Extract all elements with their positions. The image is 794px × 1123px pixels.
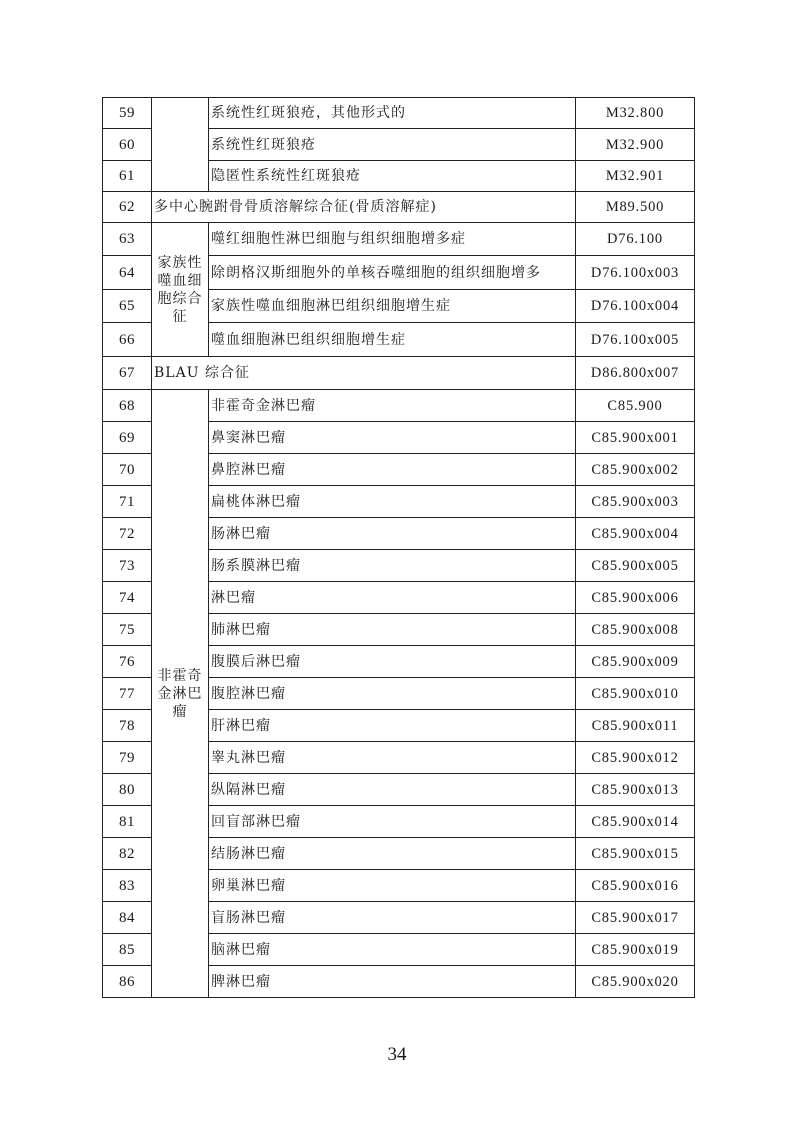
disease-code: C85.900x009 [576, 646, 695, 678]
disease-name: 淋巴瘤 [209, 582, 576, 614]
disease-name: 卵巢淋巴瘤 [209, 870, 576, 902]
disease-code: M32.800 [576, 98, 695, 129]
row-number: 85 [103, 934, 152, 966]
page-number: 34 [387, 1044, 407, 1065]
disease-name: 鼻腔淋巴瘤 [209, 454, 576, 486]
disease-code: D76.100x005 [576, 323, 695, 357]
disease-code: M89.500 [576, 192, 695, 223]
group-cell-hlh: 家族性噬血细胞综合征 [152, 223, 209, 357]
row-number: 71 [103, 486, 152, 518]
disease-name: 肝淋巴瘤 [209, 710, 576, 742]
disease-code: D76.100x003 [576, 256, 695, 290]
disease-name: 肺淋巴瘤 [209, 614, 576, 646]
disease-code: C85.900x010 [576, 678, 695, 710]
row-number: 63 [103, 223, 152, 256]
disease-name: 除朗格汉斯细胞外的单核吞噬细胞的组织细胞增多 [209, 256, 576, 290]
row-number: 81 [103, 806, 152, 838]
disease-code: C85.900 [576, 390, 695, 422]
disease-code: C85.900x016 [576, 870, 695, 902]
disease-code-table [102, 97, 695, 998]
disease-name: BLAU 综合征 [152, 357, 576, 390]
disease-name: 脾淋巴瘤 [209, 966, 576, 998]
row-number: 65 [103, 290, 152, 323]
disease-name: 回盲部淋巴瘤 [209, 806, 576, 838]
row-number: 64 [103, 256, 152, 290]
disease-name: 脑淋巴瘤 [209, 934, 576, 966]
group-cell-nhl: 非霍奇金淋巴瘤 [152, 390, 209, 998]
table-row [103, 223, 695, 256]
row-number: 83 [103, 870, 152, 902]
disease-code: C85.900x013 [576, 774, 695, 806]
disease-code: C85.900x015 [576, 838, 695, 870]
disease-name: 睾丸淋巴瘤 [209, 742, 576, 774]
disease-name: 纵隔淋巴瘤 [209, 774, 576, 806]
disease-name: 噬血细胞淋巴组织细胞增生症 [209, 323, 576, 357]
row-number: 59 [103, 98, 152, 129]
row-number: 74 [103, 582, 152, 614]
disease-code: C85.900x020 [576, 966, 695, 998]
disease-name: 系统性红斑狼疮 [209, 129, 576, 161]
disease-name: 隐匿性系统性红斑狼疮 [209, 161, 576, 192]
row-number: 60 [103, 129, 152, 161]
row-number: 82 [103, 838, 152, 870]
disease-code: C85.900x003 [576, 486, 695, 518]
disease-code: C85.900x017 [576, 902, 695, 934]
row-number: 78 [103, 710, 152, 742]
row-number: 70 [103, 454, 152, 486]
disease-name: 肠淋巴瘤 [209, 518, 576, 550]
row-number: 73 [103, 550, 152, 582]
row-number: 75 [103, 614, 152, 646]
group-cell-empty [152, 98, 209, 192]
row-number: 79 [103, 742, 152, 774]
table-row [103, 357, 695, 390]
row-number: 69 [103, 422, 152, 454]
disease-code: C85.900x008 [576, 614, 695, 646]
disease-code: C85.900x002 [576, 454, 695, 486]
row-number: 62 [103, 192, 152, 223]
row-number: 80 [103, 774, 152, 806]
disease-code: C85.900x006 [576, 582, 695, 614]
disease-code: D76.100x004 [576, 290, 695, 323]
row-number: 68 [103, 390, 152, 422]
disease-code: D76.100 [576, 223, 695, 256]
disease-name: 噬红细胞性淋巴细胞与组织细胞增多症 [209, 223, 576, 256]
disease-name: 多中心腕跗骨骨质溶解综合征(骨质溶解症) [152, 192, 576, 223]
row-number: 72 [103, 518, 152, 550]
row-number: 67 [103, 357, 152, 390]
table-row [103, 98, 695, 129]
disease-code: C85.900x004 [576, 518, 695, 550]
disease-code: C85.900x012 [576, 742, 695, 774]
disease-code: C85.900x014 [576, 806, 695, 838]
disease-code: M32.901 [576, 161, 695, 192]
row-number: 84 [103, 902, 152, 934]
disease-code: M32.900 [576, 129, 695, 161]
disease-name: 结肠淋巴瘤 [209, 838, 576, 870]
row-number: 76 [103, 646, 152, 678]
disease-code: C85.900x019 [576, 934, 695, 966]
disease-name: 扁桃体淋巴瘤 [209, 486, 576, 518]
disease-name: 盲肠淋巴瘤 [209, 902, 576, 934]
disease-name: 肠系膜淋巴瘤 [209, 550, 576, 582]
disease-name: 腹膜后淋巴瘤 [209, 646, 576, 678]
disease-code: C85.900x011 [576, 710, 695, 742]
disease-code: C85.900x001 [576, 422, 695, 454]
disease-code: D86.800x007 [576, 357, 695, 390]
disease-code: C85.900x005 [576, 550, 695, 582]
row-number: 77 [103, 678, 152, 710]
disease-name: 系统性红斑狼疮，其他形式的 [209, 98, 576, 129]
table-row [103, 192, 695, 223]
disease-name: 家族性噬血细胞淋巴组织细胞增生症 [209, 290, 576, 323]
disease-name: 腹腔淋巴瘤 [209, 678, 576, 710]
row-number: 61 [103, 161, 152, 192]
table-row [103, 390, 695, 422]
disease-name: 鼻窦淋巴瘤 [209, 422, 576, 454]
row-number: 66 [103, 323, 152, 357]
disease-name: 非霍奇金淋巴瘤 [209, 390, 576, 422]
row-number: 86 [103, 966, 152, 998]
